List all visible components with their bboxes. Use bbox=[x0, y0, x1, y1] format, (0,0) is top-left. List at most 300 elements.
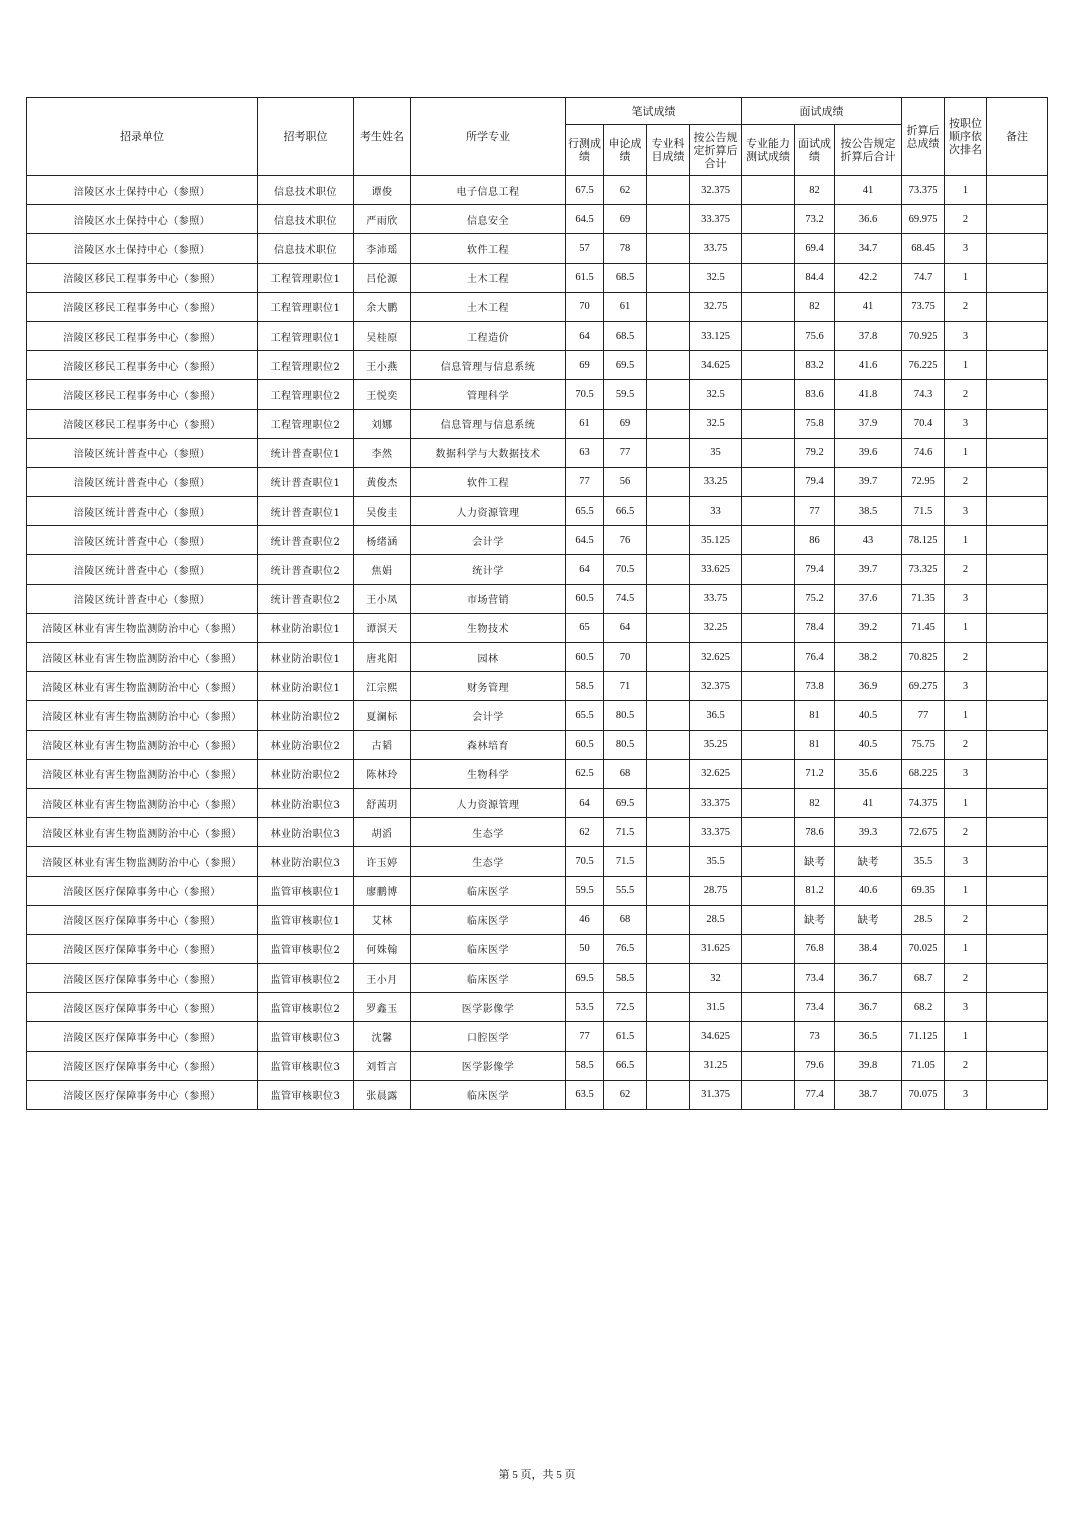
cell-interview: 82 bbox=[795, 292, 835, 321]
cell-major: 医学影像学 bbox=[411, 993, 566, 1022]
cell-specialty bbox=[647, 292, 690, 321]
cell-unit: 涪陵区水土保持中心（参照） bbox=[27, 176, 258, 205]
cell-specialty bbox=[647, 1022, 690, 1051]
cell-written-total: 33.75 bbox=[690, 584, 742, 613]
cell-xingce: 63 bbox=[566, 438, 604, 467]
cell-major: 临床医学 bbox=[411, 1080, 566, 1109]
cell-interview-total: 缺考 bbox=[835, 905, 902, 934]
header-written-group: 笔试成绩 bbox=[566, 98, 742, 125]
cell-remark bbox=[987, 1051, 1048, 1080]
cell-major: 口腔医学 bbox=[411, 1022, 566, 1051]
cell-interview-total: 38.4 bbox=[835, 934, 902, 963]
cell-xingce: 46 bbox=[566, 905, 604, 934]
cell-rank: 1 bbox=[945, 263, 987, 292]
cell-remark bbox=[987, 234, 1048, 263]
cell-xingce: 70.5 bbox=[566, 847, 604, 876]
cell-remark bbox=[987, 730, 1048, 759]
cell-position: 统计普查职位2 bbox=[258, 555, 354, 584]
cell-ability bbox=[742, 380, 795, 409]
cell-shenlun: 74.5 bbox=[604, 584, 647, 613]
cell-ability bbox=[742, 263, 795, 292]
cell-rank: 2 bbox=[945, 380, 987, 409]
cell-interview-total: 34.7 bbox=[835, 234, 902, 263]
cell-interview: 73.4 bbox=[795, 993, 835, 1022]
cell-position: 监管审核职位1 bbox=[258, 876, 354, 905]
cell-ability bbox=[742, 701, 795, 730]
table-row bbox=[27, 905, 1048, 934]
cell-shenlun: 69 bbox=[604, 409, 647, 438]
cell-unit: 涪陵区医疗保障事务中心（参照） bbox=[27, 905, 258, 934]
cell-unit: 涪陵区林业有害生物监测防治中心（参照） bbox=[27, 701, 258, 730]
cell-shenlun: 76.5 bbox=[604, 934, 647, 963]
cell-written-total: 32.5 bbox=[690, 409, 742, 438]
cell-remark bbox=[987, 526, 1048, 555]
cell-shenlun: 80.5 bbox=[604, 730, 647, 759]
cell-written-total: 33.625 bbox=[690, 555, 742, 584]
header-ability: 专业能力测试成绩 bbox=[742, 125, 795, 176]
cell-written-total: 32.5 bbox=[690, 380, 742, 409]
cell-specialty bbox=[647, 759, 690, 788]
cell-position: 工程管理职位2 bbox=[258, 380, 354, 409]
header-shenlun: 申论成绩 bbox=[604, 125, 647, 176]
cell-shenlun: 71.5 bbox=[604, 847, 647, 876]
cell-specialty bbox=[647, 1080, 690, 1109]
cell-ability bbox=[742, 934, 795, 963]
cell-total: 71.45 bbox=[902, 613, 945, 642]
cell-shenlun: 61.5 bbox=[604, 1022, 647, 1051]
header-specialty: 专业科目成绩 bbox=[647, 125, 690, 176]
cell-shenlun: 71.5 bbox=[604, 818, 647, 847]
cell-interview-total: 40.5 bbox=[835, 730, 902, 759]
cell-shenlun: 62 bbox=[604, 176, 647, 205]
cell-major: 数据科学与大数据技术 bbox=[411, 438, 566, 467]
cell-unit: 涪陵区统计普查中心（参照） bbox=[27, 526, 258, 555]
cell-unit: 涪陵区统计普查中心（参照） bbox=[27, 497, 258, 526]
cell-interview-total: 38.5 bbox=[835, 497, 902, 526]
cell-position: 工程管理职位1 bbox=[258, 263, 354, 292]
cell-xingce: 69.5 bbox=[566, 964, 604, 993]
cell-total: 70.075 bbox=[902, 1080, 945, 1109]
cell-position: 监管审核职位2 bbox=[258, 964, 354, 993]
table-row bbox=[27, 176, 1048, 205]
cell-interview-total: 40.5 bbox=[835, 701, 902, 730]
cell-name: 古韬 bbox=[354, 730, 411, 759]
cell-total: 68.225 bbox=[902, 759, 945, 788]
cell-specialty bbox=[647, 613, 690, 642]
cell-specialty bbox=[647, 205, 690, 234]
cell-total: 71.05 bbox=[902, 1051, 945, 1080]
score-table-body bbox=[27, 176, 1048, 1110]
cell-unit: 涪陵区移民工程事务中心（参照） bbox=[27, 380, 258, 409]
table-row bbox=[27, 847, 1048, 876]
cell-interview: 81 bbox=[795, 730, 835, 759]
cell-name: 王悦奕 bbox=[354, 380, 411, 409]
cell-total: 70.4 bbox=[902, 409, 945, 438]
cell-ability bbox=[742, 876, 795, 905]
cell-remark bbox=[987, 759, 1048, 788]
cell-written-total: 32.625 bbox=[690, 643, 742, 672]
cell-major: 临床医学 bbox=[411, 905, 566, 934]
cell-written-total: 32 bbox=[690, 964, 742, 993]
cell-xingce: 60.5 bbox=[566, 584, 604, 613]
cell-xingce: 64 bbox=[566, 321, 604, 350]
cell-unit: 涪陵区医疗保障事务中心（参照） bbox=[27, 1022, 258, 1051]
cell-interview: 84.4 bbox=[795, 263, 835, 292]
cell-interview-total: 38.2 bbox=[835, 643, 902, 672]
cell-name: 罗鑫玉 bbox=[354, 993, 411, 1022]
cell-ability bbox=[742, 1051, 795, 1080]
cell-total: 69.35 bbox=[902, 876, 945, 905]
cell-rank: 1 bbox=[945, 438, 987, 467]
cell-major: 信息管理与信息系统 bbox=[411, 351, 566, 380]
table-row bbox=[27, 380, 1048, 409]
cell-interview: 71.2 bbox=[795, 759, 835, 788]
cell-total: 71.125 bbox=[902, 1022, 945, 1051]
cell-shenlun: 66.5 bbox=[604, 497, 647, 526]
cell-ability bbox=[742, 351, 795, 380]
cell-xingce: 58.5 bbox=[566, 1051, 604, 1080]
cell-interview: 78.6 bbox=[795, 818, 835, 847]
cell-interview-total: 39.2 bbox=[835, 613, 902, 642]
table-row bbox=[27, 993, 1048, 1022]
cell-written-total: 33.375 bbox=[690, 818, 742, 847]
header-unit: 招录单位 bbox=[27, 98, 258, 176]
cell-interview-total: 36.9 bbox=[835, 672, 902, 701]
cell-written-total: 33.75 bbox=[690, 234, 742, 263]
table-row bbox=[27, 497, 1048, 526]
cell-total: 72.675 bbox=[902, 818, 945, 847]
cell-name: 吕伦源 bbox=[354, 263, 411, 292]
cell-total: 68.2 bbox=[902, 993, 945, 1022]
cell-shenlun: 64 bbox=[604, 613, 647, 642]
table-row bbox=[27, 467, 1048, 496]
cell-unit: 涪陵区林业有害生物监测防治中心（参照） bbox=[27, 818, 258, 847]
cell-ability bbox=[742, 555, 795, 584]
cell-ability bbox=[742, 409, 795, 438]
cell-interview: 缺考 bbox=[795, 847, 835, 876]
cell-rank: 1 bbox=[945, 934, 987, 963]
cell-rank: 3 bbox=[945, 321, 987, 350]
cell-rank: 2 bbox=[945, 467, 987, 496]
cell-interview: 77 bbox=[795, 497, 835, 526]
cell-ability bbox=[742, 730, 795, 759]
table-row bbox=[27, 788, 1048, 817]
cell-specialty bbox=[647, 905, 690, 934]
cell-major: 电子信息工程 bbox=[411, 176, 566, 205]
cell-total: 74.6 bbox=[902, 438, 945, 467]
cell-interview-total: 43 bbox=[835, 526, 902, 555]
cell-unit: 涪陵区移民工程事务中心（参照） bbox=[27, 292, 258, 321]
cell-xingce: 62 bbox=[566, 818, 604, 847]
cell-written-total: 32.75 bbox=[690, 292, 742, 321]
cell-name: 李然 bbox=[354, 438, 411, 467]
cell-ability bbox=[742, 526, 795, 555]
cell-specialty bbox=[647, 993, 690, 1022]
cell-written-total: 31.375 bbox=[690, 1080, 742, 1109]
cell-shenlun: 70 bbox=[604, 643, 647, 672]
cell-total: 28.5 bbox=[902, 905, 945, 934]
cell-major: 信息安全 bbox=[411, 205, 566, 234]
cell-shenlun: 70.5 bbox=[604, 555, 647, 584]
cell-ability bbox=[742, 1022, 795, 1051]
cell-unit: 涪陵区移民工程事务中心（参照） bbox=[27, 409, 258, 438]
header-interview-total: 按公告规定折算后合计 bbox=[835, 125, 902, 176]
cell-total: 74.7 bbox=[902, 263, 945, 292]
cell-total: 74.375 bbox=[902, 788, 945, 817]
cell-remark bbox=[987, 409, 1048, 438]
cell-ability bbox=[742, 993, 795, 1022]
cell-remark bbox=[987, 555, 1048, 584]
cell-total: 69.275 bbox=[902, 672, 945, 701]
cell-shenlun: 68 bbox=[604, 759, 647, 788]
cell-name: 余大鹏 bbox=[354, 292, 411, 321]
cell-specialty bbox=[647, 497, 690, 526]
cell-ability bbox=[742, 672, 795, 701]
cell-total: 35.5 bbox=[902, 847, 945, 876]
cell-interview-total: 41.8 bbox=[835, 380, 902, 409]
cell-shenlun: 76 bbox=[604, 526, 647, 555]
cell-major: 生物技术 bbox=[411, 613, 566, 642]
cell-xingce: 64.5 bbox=[566, 205, 604, 234]
cell-interview-total: 39.7 bbox=[835, 467, 902, 496]
cell-specialty bbox=[647, 847, 690, 876]
cell-interview-total: 36.5 bbox=[835, 1022, 902, 1051]
cell-rank: 1 bbox=[945, 613, 987, 642]
cell-total: 68.45 bbox=[902, 234, 945, 263]
cell-position: 监管审核职位1 bbox=[258, 905, 354, 934]
cell-interview: 79.4 bbox=[795, 467, 835, 496]
cell-remark bbox=[987, 584, 1048, 613]
cell-xingce: 65.5 bbox=[566, 497, 604, 526]
table-row bbox=[27, 234, 1048, 263]
cell-interview-total: 37.8 bbox=[835, 321, 902, 350]
cell-ability bbox=[742, 905, 795, 934]
cell-ability bbox=[742, 497, 795, 526]
header-written-total: 按公告规定折算后合计 bbox=[690, 125, 742, 176]
cell-specialty bbox=[647, 584, 690, 613]
cell-xingce: 60.5 bbox=[566, 730, 604, 759]
cell-rank: 3 bbox=[945, 1080, 987, 1109]
cell-shenlun: 68.5 bbox=[604, 263, 647, 292]
table-row bbox=[27, 292, 1048, 321]
cell-xingce: 58.5 bbox=[566, 672, 604, 701]
cell-specialty bbox=[647, 1051, 690, 1080]
cell-interview: 75.2 bbox=[795, 584, 835, 613]
cell-unit: 涪陵区林业有害生物监测防治中心（参照） bbox=[27, 847, 258, 876]
table-row bbox=[27, 818, 1048, 847]
cell-shenlun: 62 bbox=[604, 1080, 647, 1109]
cell-position: 监管审核职位3 bbox=[258, 1022, 354, 1051]
cell-interview-total: 37.9 bbox=[835, 409, 902, 438]
cell-ability bbox=[742, 788, 795, 817]
cell-interview-total: 39.7 bbox=[835, 555, 902, 584]
cell-interview: 75.8 bbox=[795, 409, 835, 438]
cell-rank: 3 bbox=[945, 234, 987, 263]
cell-unit: 涪陵区统计普查中心（参照） bbox=[27, 584, 258, 613]
cell-written-total: 32.625 bbox=[690, 759, 742, 788]
cell-xingce: 64.5 bbox=[566, 526, 604, 555]
cell-remark bbox=[987, 643, 1048, 672]
cell-position: 信息技术职位 bbox=[258, 234, 354, 263]
table-row bbox=[27, 701, 1048, 730]
cell-ability bbox=[742, 467, 795, 496]
cell-specialty bbox=[647, 409, 690, 438]
cell-specialty bbox=[647, 526, 690, 555]
cell-remark bbox=[987, 205, 1048, 234]
cell-specialty bbox=[647, 788, 690, 817]
cell-position: 统计普查职位2 bbox=[258, 526, 354, 555]
table-row bbox=[27, 613, 1048, 642]
cell-name: 陈林玲 bbox=[354, 759, 411, 788]
cell-major: 土木工程 bbox=[411, 292, 566, 321]
cell-name: 杨绪涵 bbox=[354, 526, 411, 555]
cell-interview-total: 39.6 bbox=[835, 438, 902, 467]
cell-total: 78.125 bbox=[902, 526, 945, 555]
cell-unit: 涪陵区林业有害生物监测防治中心（参照） bbox=[27, 643, 258, 672]
table-row bbox=[27, 526, 1048, 555]
cell-written-total: 35.5 bbox=[690, 847, 742, 876]
cell-xingce: 63.5 bbox=[566, 1080, 604, 1109]
cell-shenlun: 69 bbox=[604, 205, 647, 234]
cell-remark bbox=[987, 788, 1048, 817]
cell-rank: 3 bbox=[945, 847, 987, 876]
cell-ability bbox=[742, 1080, 795, 1109]
cell-remark bbox=[987, 380, 1048, 409]
table-row bbox=[27, 584, 1048, 613]
cell-major: 医学影像学 bbox=[411, 1051, 566, 1080]
cell-major: 生态学 bbox=[411, 847, 566, 876]
cell-interview-total: 42.2 bbox=[835, 263, 902, 292]
cell-interview: 79.2 bbox=[795, 438, 835, 467]
header-major: 所学专业 bbox=[411, 98, 566, 176]
cell-rank: 3 bbox=[945, 497, 987, 526]
cell-xingce: 70.5 bbox=[566, 380, 604, 409]
cell-remark bbox=[987, 292, 1048, 321]
cell-written-total: 35.25 bbox=[690, 730, 742, 759]
cell-remark bbox=[987, 701, 1048, 730]
cell-major: 信息管理与信息系统 bbox=[411, 409, 566, 438]
table-row bbox=[27, 1022, 1048, 1051]
cell-rank: 3 bbox=[945, 584, 987, 613]
cell-xingce: 64 bbox=[566, 555, 604, 584]
cell-written-total: 33 bbox=[690, 497, 742, 526]
table-row bbox=[27, 1080, 1048, 1109]
cell-rank: 3 bbox=[945, 993, 987, 1022]
cell-position: 信息技术职位 bbox=[258, 205, 354, 234]
cell-remark bbox=[987, 438, 1048, 467]
cell-xingce: 61 bbox=[566, 409, 604, 438]
table-row bbox=[27, 643, 1048, 672]
cell-written-total: 35.125 bbox=[690, 526, 742, 555]
cell-interview: 76.4 bbox=[795, 643, 835, 672]
cell-ability bbox=[742, 847, 795, 876]
cell-position: 林业防治职位1 bbox=[258, 672, 354, 701]
cell-position: 统计普查职位2 bbox=[258, 584, 354, 613]
cell-xingce: 61.5 bbox=[566, 263, 604, 292]
cell-unit: 涪陵区移民工程事务中心（参照） bbox=[27, 351, 258, 380]
cell-interview: 79.6 bbox=[795, 1051, 835, 1080]
cell-ability bbox=[742, 584, 795, 613]
cell-interview-total: 39.8 bbox=[835, 1051, 902, 1080]
cell-interview-total: 37.6 bbox=[835, 584, 902, 613]
cell-interview: 81 bbox=[795, 701, 835, 730]
cell-remark bbox=[987, 497, 1048, 526]
cell-major: 软件工程 bbox=[411, 467, 566, 496]
cell-interview-total: 41.6 bbox=[835, 351, 902, 380]
cell-name: 严雨欣 bbox=[354, 205, 411, 234]
cell-interview-total: 41 bbox=[835, 788, 902, 817]
cell-major: 人力资源管理 bbox=[411, 788, 566, 817]
cell-interview: 79.4 bbox=[795, 555, 835, 584]
cell-xingce: 69 bbox=[566, 351, 604, 380]
cell-shenlun: 68 bbox=[604, 905, 647, 934]
cell-interview: 82 bbox=[795, 788, 835, 817]
cell-total: 71.5 bbox=[902, 497, 945, 526]
header-interview-group: 面试成绩 bbox=[742, 98, 902, 125]
cell-remark bbox=[987, 1022, 1048, 1051]
cell-specialty bbox=[647, 964, 690, 993]
cell-shenlun: 71 bbox=[604, 672, 647, 701]
table-row bbox=[27, 964, 1048, 993]
cell-xingce: 65 bbox=[566, 613, 604, 642]
table-row bbox=[27, 409, 1048, 438]
cell-xingce: 67.5 bbox=[566, 176, 604, 205]
cell-name: 焦娟 bbox=[354, 555, 411, 584]
cell-interview-total: 38.7 bbox=[835, 1080, 902, 1109]
cell-interview: 78.4 bbox=[795, 613, 835, 642]
cell-position: 林业防治职位3 bbox=[258, 847, 354, 876]
header-total: 折算后总成绩 bbox=[902, 98, 945, 176]
table-row bbox=[27, 876, 1048, 905]
cell-major: 森林培育 bbox=[411, 730, 566, 759]
cell-interview-total: 41 bbox=[835, 292, 902, 321]
table-row bbox=[27, 1051, 1048, 1080]
cell-name: 吴俊圭 bbox=[354, 497, 411, 526]
cell-unit: 涪陵区统计普查中心（参照） bbox=[27, 438, 258, 467]
cell-specialty bbox=[647, 555, 690, 584]
cell-interview: 73.2 bbox=[795, 205, 835, 234]
cell-interview: 69.4 bbox=[795, 234, 835, 263]
cell-total: 74.3 bbox=[902, 380, 945, 409]
cell-name: 夏澜标 bbox=[354, 701, 411, 730]
cell-written-total: 34.625 bbox=[690, 351, 742, 380]
cell-name: 刘娜 bbox=[354, 409, 411, 438]
cell-rank: 1 bbox=[945, 1022, 987, 1051]
cell-specialty bbox=[647, 701, 690, 730]
cell-shenlun: 59.5 bbox=[604, 380, 647, 409]
cell-ability bbox=[742, 176, 795, 205]
cell-interview: 77.4 bbox=[795, 1080, 835, 1109]
cell-major: 临床医学 bbox=[411, 934, 566, 963]
cell-shenlun: 80.5 bbox=[604, 701, 647, 730]
table-row bbox=[27, 672, 1048, 701]
cell-interview: 73 bbox=[795, 1022, 835, 1051]
header-xingce: 行测成绩 bbox=[566, 125, 604, 176]
table-row bbox=[27, 555, 1048, 584]
cell-written-total: 32.5 bbox=[690, 263, 742, 292]
cell-name: 王小燕 bbox=[354, 351, 411, 380]
table-row bbox=[27, 351, 1048, 380]
cell-specialty bbox=[647, 380, 690, 409]
cell-position: 统计普查职位1 bbox=[258, 497, 354, 526]
cell-total: 70.825 bbox=[902, 643, 945, 672]
cell-specialty bbox=[647, 876, 690, 905]
cell-position: 监管审核职位2 bbox=[258, 993, 354, 1022]
cell-rank: 2 bbox=[945, 1051, 987, 1080]
cell-interview-total: 41 bbox=[835, 176, 902, 205]
cell-position: 林业防治职位1 bbox=[258, 613, 354, 642]
cell-unit: 涪陵区医疗保障事务中心（参照） bbox=[27, 934, 258, 963]
